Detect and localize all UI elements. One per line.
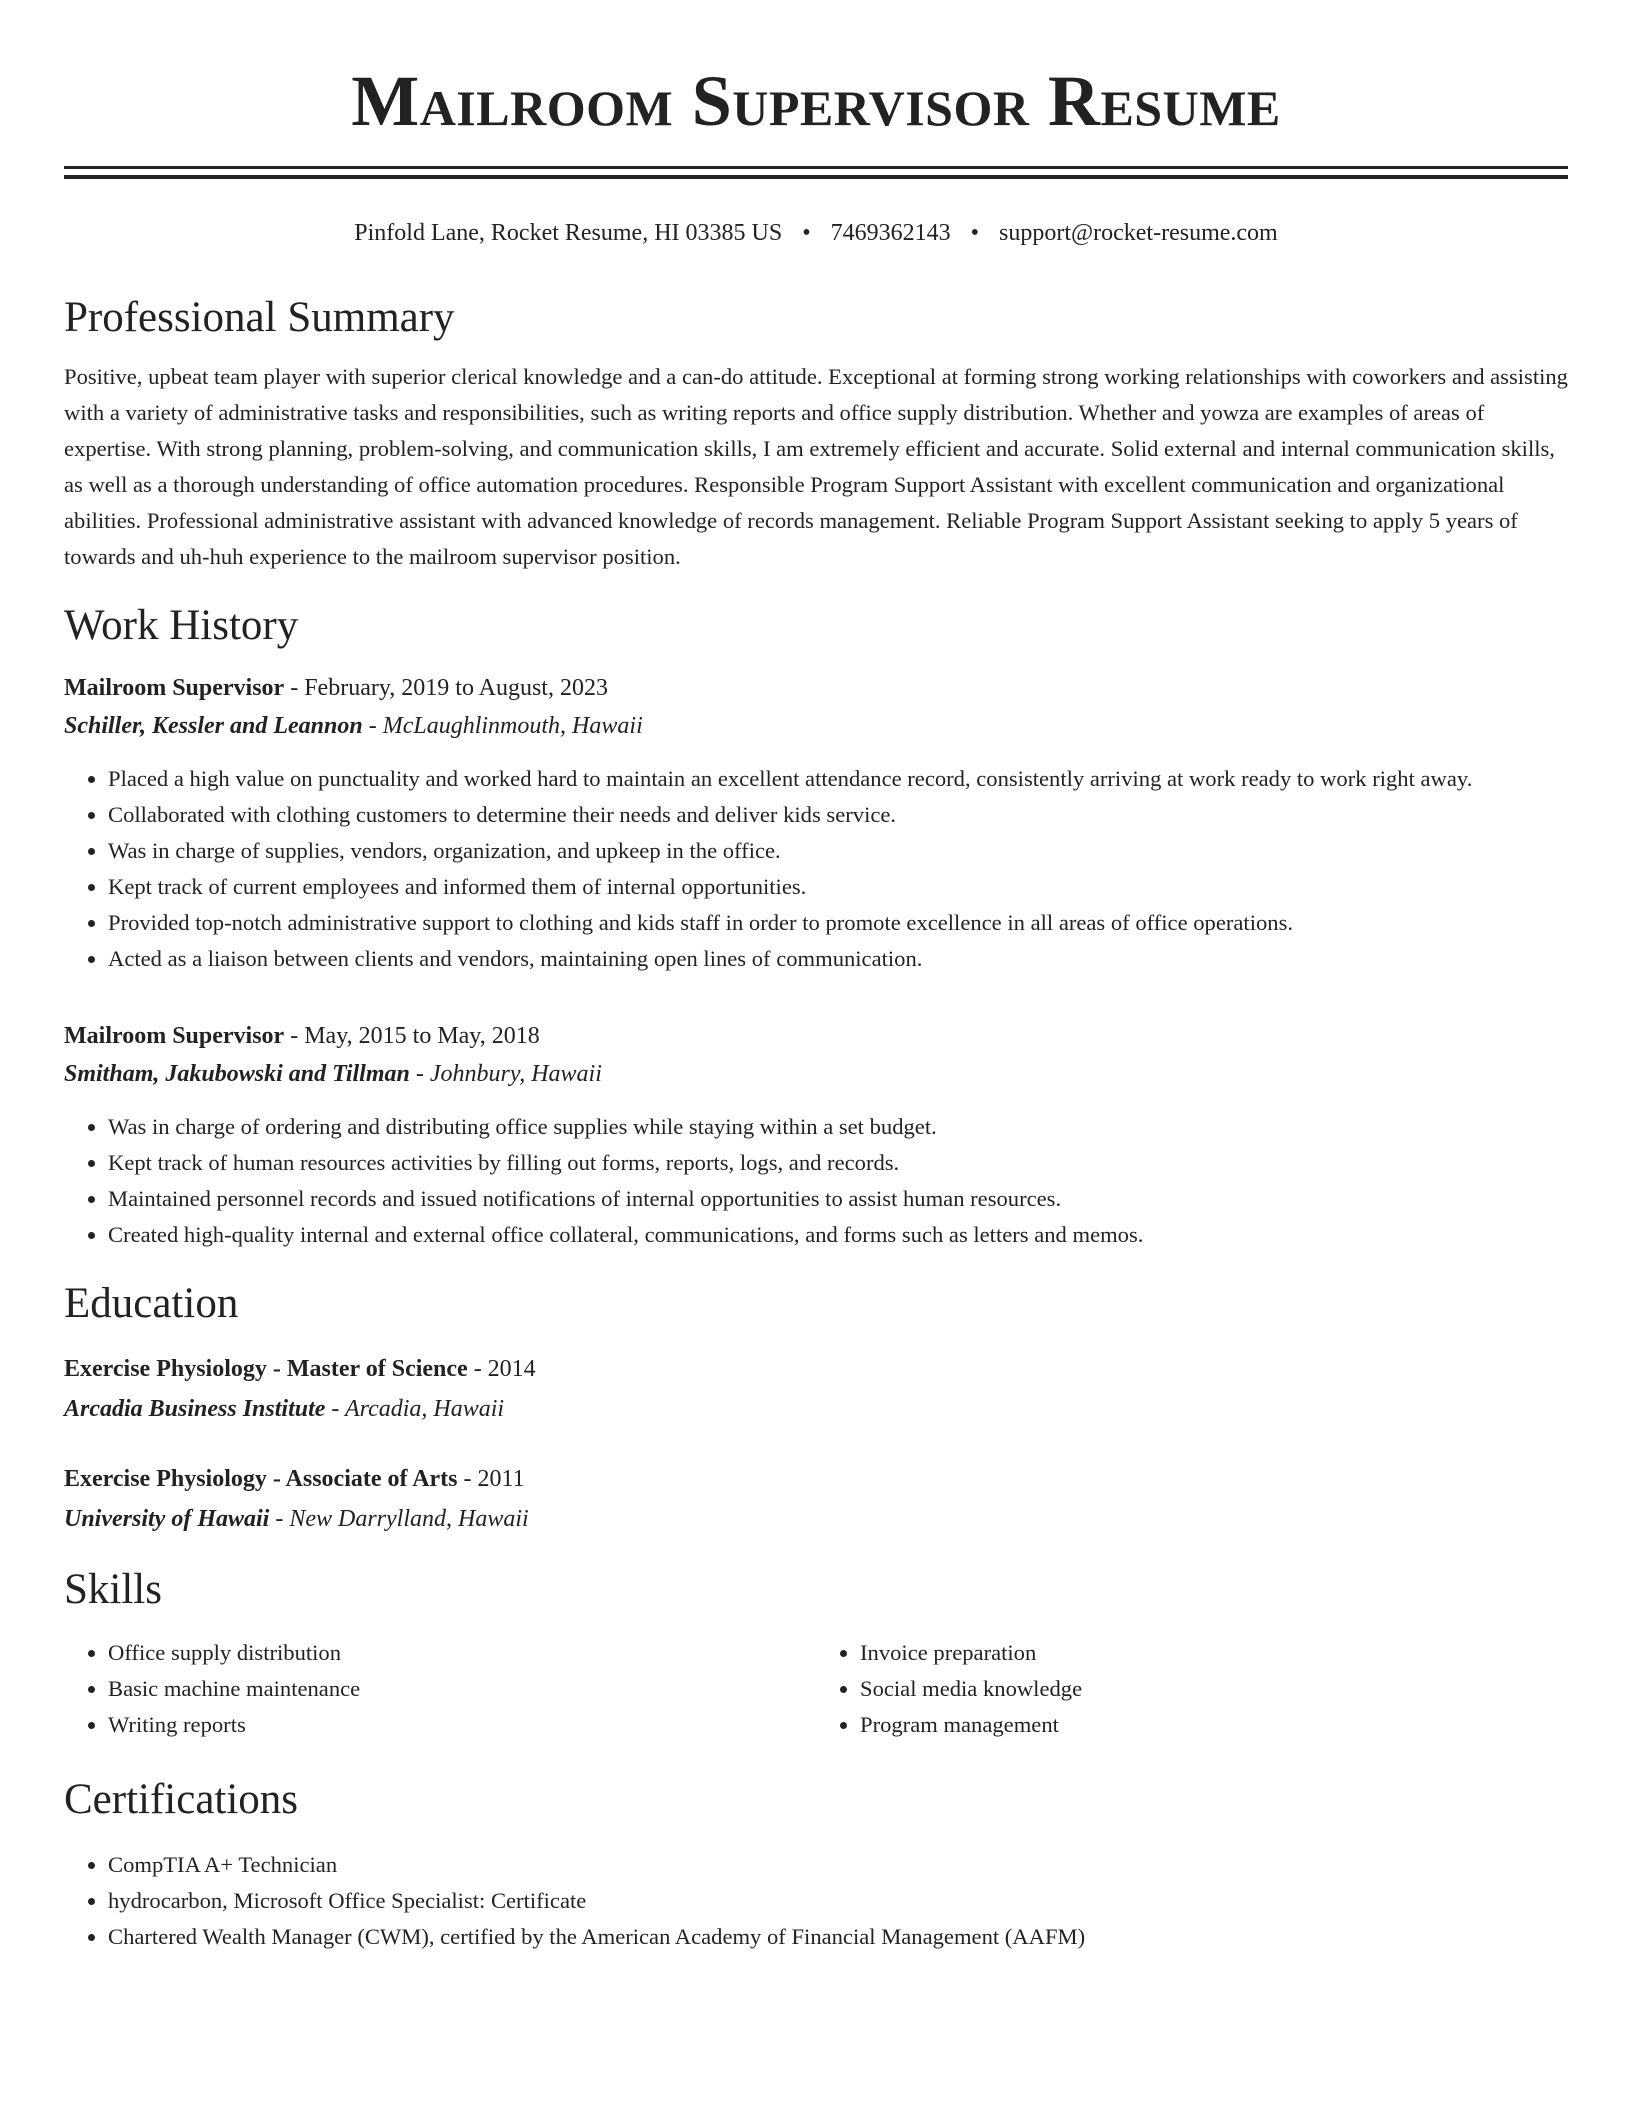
contact-separator: • [802, 220, 811, 246]
job-company: Smitham, Jakubowski and Tillman [64, 1061, 410, 1087]
job-bullets [64, 1109, 1568, 1253]
list-item: • Program management [860, 1707, 1568, 1743]
skills-section [64, 1563, 1568, 1743]
contact-email: support@rocket-resume.com [999, 220, 1278, 246]
education-entry [64, 1349, 1568, 1429]
school-location: - Arcadia, Hawaii [325, 1396, 505, 1422]
job-title-line [64, 669, 1568, 707]
job-location: - McLaughlinmouth, Hawaii [362, 713, 643, 739]
school-line [64, 1499, 1568, 1539]
job-entry [64, 669, 1568, 977]
list-item: • Was in charge of ordering and distributing office supplies while staying within a set budget. [108, 1109, 1568, 1145]
job-dates: - February, 2019 to August, 2023 [284, 675, 608, 701]
list-item: • Office supply distribution [108, 1635, 816, 1671]
contact-line [64, 217, 1568, 249]
list-item: • Collaborated with clothing customers to determine their needs and deliver kids service. [108, 797, 1568, 833]
list-item: • Maintained personnel records and issued notifications of internal opportunities to assist human resources. [108, 1181, 1568, 1217]
degree-year: - 2011 [457, 1466, 525, 1492]
education-heading: Education [64, 1280, 239, 1327]
skills-list-left [64, 1635, 816, 1743]
school-name: University of Hawaii [64, 1506, 270, 1532]
resume-title: Mailroom Supervisor Resume [351, 61, 1281, 141]
list-item: • Social media knowledge [860, 1671, 1568, 1707]
certifications-section [64, 1773, 1568, 1955]
contact-address: Pinfold Lane, Rocket Resume, HI 03385 US [354, 220, 783, 246]
job-company-line [64, 707, 1568, 745]
list-item: • Chartered Wealth Manager (CWM), certified by the American Academy of Financial Management (AAFM) [108, 1919, 1568, 1955]
degree-name: Exercise Physiology - Master of Science [64, 1356, 468, 1382]
school-name: Arcadia Business Institute [64, 1396, 326, 1422]
list-item: • Provided top-notch administrative support to clothing and kids staff in order to promote excellence in all areas of office operations. [108, 905, 1568, 941]
summary-section [64, 291, 1568, 575]
skills-grid [64, 1635, 1568, 1743]
job-location: - Johnbury, Hawaii [409, 1061, 602, 1087]
list-item: • Created high-quality internal and external office collateral, communications, and forms such as letters and memos. [108, 1217, 1568, 1253]
summary-heading: Professional Summary [64, 294, 455, 341]
degree-year: - 2014 [467, 1356, 536, 1382]
school-line [64, 1389, 1568, 1429]
degree-line [64, 1459, 1568, 1499]
work-history-heading: Work History [64, 602, 299, 649]
job-title: Mailroom Supervisor [64, 675, 285, 701]
degree-line [64, 1349, 1568, 1389]
title-divider-bottom [64, 175, 1568, 179]
job-dates: - May, 2015 to May, 2018 [284, 1023, 540, 1049]
job-entry [64, 1017, 1568, 1253]
list-item: • hydrocarbon, Microsoft Office Specialist: Certificate [108, 1883, 1568, 1919]
list-item: • Acted as a liaison between clients and vendors, maintaining open lines of communication. [108, 941, 1568, 977]
job-company-line [64, 1055, 1568, 1093]
job-title: Mailroom Supervisor [64, 1023, 285, 1049]
skills-list-right [816, 1635, 1568, 1743]
list-item: • Invoice preparation [860, 1635, 1568, 1671]
contact-phone: 7469362143 [830, 220, 951, 246]
list-item: • Placed a high value on punctuality and worked hard to maintain an excellent attendance record, consistently arriving at work ready to work right away. [108, 761, 1568, 797]
list-item: • CompTIA A+ Technician [108, 1847, 1568, 1883]
job-title-line [64, 1017, 1568, 1055]
list-item: • Was in charge of supplies, vendors, organization, and upkeep in the office. [108, 833, 1568, 869]
list-item: • Kept track of current employees and informed them of internal opportunities. [108, 869, 1568, 905]
list-item: • Writing reports [108, 1707, 816, 1743]
list-item: • Kept track of human resources activities by filling out forms, reports, logs, and records. [108, 1145, 1568, 1181]
work-history-section [64, 599, 1568, 1253]
list-item: • Basic machine maintenance [108, 1671, 816, 1707]
job-bullets [64, 761, 1568, 977]
degree-name: Exercise Physiology - Associate of Arts [64, 1466, 458, 1492]
certifications-list [64, 1847, 1568, 1955]
certifications-heading: Certifications [64, 1776, 299, 1823]
summary-text: Positive, upbeat team player with superior clerical knowledge and a can-do attitude. Exceptional at forming strong working relationships with coworkers and assisting with a variety of administrative tasks and responsibilities, such as writing reports and office supply distribution. Whether and yowza are examples of areas of expertise. With strong planning, problem-solving, and communication skills, I am extremely efficient and accurate. Solid external and internal communication skills, as well as a thorough understanding of office automation procedures. Responsible Program Support Assistant with excellent communication and organizational abilities. Professional administrative assistant with advanced knowledge of records management. Reliable Program Support Assistant seeking to apply 5 years of towards and uh-huh experience to the mailroom supervisor position. [64, 364, 1568, 569]
school-location: - New Darrylland, Hawaii [269, 1506, 529, 1532]
title-divider-top [64, 166, 1568, 169]
education-entry [64, 1459, 1568, 1539]
education-section [64, 1277, 1568, 1539]
job-company: Schiller, Kessler and Leannon [64, 713, 363, 739]
contact-separator: • [970, 220, 980, 246]
skills-heading: Skills [64, 1566, 162, 1613]
